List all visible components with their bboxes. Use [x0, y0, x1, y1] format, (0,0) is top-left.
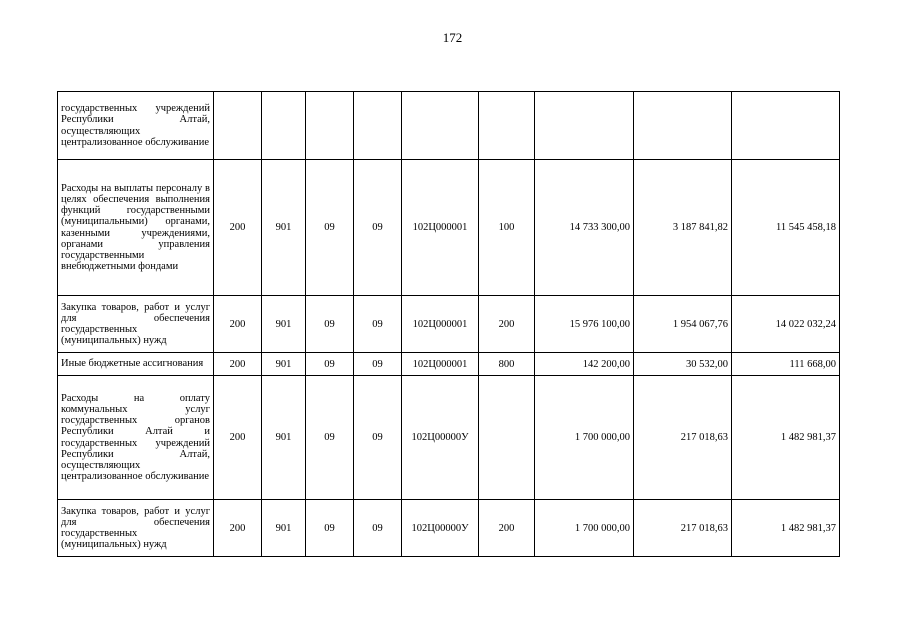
cell-podrazdel: 09 [354, 376, 402, 500]
cell-csr [402, 92, 479, 160]
cell-vedomstvo: 901 [262, 353, 306, 376]
cell-razdel: 09 [306, 160, 354, 296]
cell-csr: 102Ц000001 [402, 160, 479, 296]
cell-csr: 102Ц00000У [402, 376, 479, 500]
table-row [58, 500, 840, 557]
table-row [58, 353, 840, 376]
cell-ispolneno: 3 187 841,82 [634, 160, 732, 296]
row-description: Расходы на выплаты персоналу в целях обеспечения выполнения функций государственными (муниципальными) органами, казенными учреждениями, органами управления государственными внебюджетными фондами [58, 160, 214, 296]
cell-podrazdel: 09 [354, 160, 402, 296]
cell-ostatok [732, 92, 840, 160]
cell-vr [479, 92, 535, 160]
cell-csr: 102Ц00000У [402, 500, 479, 557]
cell-grbs: 200 [214, 296, 262, 353]
budget-table [57, 91, 840, 557]
cell-vedomstvo: 901 [262, 160, 306, 296]
cell-vedomstvo: 901 [262, 500, 306, 557]
cell-plan: 142 200,00 [535, 353, 634, 376]
cell-grbs: 200 [214, 500, 262, 557]
cell-csr: 102Ц000001 [402, 296, 479, 353]
cell-plan [535, 92, 634, 160]
cell-plan: 1 700 000,00 [535, 376, 634, 500]
row-description: Расходы на оплату коммунальных услуг государственных органов Республики Алтай и государственных учреждений Республики Алтай, осуществляющих централизованное обслуживание [58, 376, 214, 500]
row-description: Закупка товаров, работ и услуг для обеспечения государственных (муниципальных) нужд [58, 296, 214, 353]
cell-plan: 15 976 100,00 [535, 296, 634, 353]
cell-razdel: 09 [306, 353, 354, 376]
cell-podrazdel: 09 [354, 353, 402, 376]
cell-grbs: 200 [214, 160, 262, 296]
table-row [58, 160, 840, 296]
table-row [58, 376, 840, 500]
cell-vedomstvo: 901 [262, 296, 306, 353]
cell-vr: 200 [479, 500, 535, 557]
cell-vedomstvo: 901 [262, 376, 306, 500]
cell-razdel: 09 [306, 296, 354, 353]
cell-grbs: 200 [214, 353, 262, 376]
cell-vr: 800 [479, 353, 535, 376]
cell-plan: 14 733 300,00 [535, 160, 634, 296]
cell-ispolneno: 1 954 067,76 [634, 296, 732, 353]
cell-ispolneno [634, 92, 732, 160]
row-description: государственных учреждений Республики Алтай, осуществляющих централизованное обслуживание [58, 92, 214, 160]
cell-ostatok: 1 482 981,37 [732, 376, 840, 500]
cell-podrazdel: 09 [354, 500, 402, 557]
cell-razdel: 09 [306, 376, 354, 500]
cell-vedomstvo [262, 92, 306, 160]
table-row [58, 296, 840, 353]
cell-ostatok: 11 545 458,18 [732, 160, 840, 296]
cell-ispolneno: 217 018,63 [634, 500, 732, 557]
cell-vr: 100 [479, 160, 535, 296]
cell-podrazdel: 09 [354, 296, 402, 353]
cell-ispolneno: 30 532,00 [634, 353, 732, 376]
cell-plan: 1 700 000,00 [535, 500, 634, 557]
table-row [58, 92, 840, 160]
cell-ostatok: 111 668,00 [732, 353, 840, 376]
cell-razdel: 09 [306, 500, 354, 557]
row-description: Закупка товаров, работ и услуг для обеспечения государственных (муниципальных) нужд [58, 500, 214, 557]
cell-grbs: 200 [214, 376, 262, 500]
cell-vr [479, 376, 535, 500]
cell-podrazdel [354, 92, 402, 160]
cell-ostatok: 14 022 032,24 [732, 296, 840, 353]
row-description: Иные бюджетные ассигнования [58, 353, 214, 376]
cell-ostatok: 1 482 981,37 [732, 500, 840, 557]
cell-ispolneno: 217 018,63 [634, 376, 732, 500]
cell-grbs [214, 92, 262, 160]
cell-vr: 200 [479, 296, 535, 353]
cell-csr: 102Ц000001 [402, 353, 479, 376]
cell-razdel [306, 92, 354, 160]
page-number: 172 [442, 30, 463, 45]
